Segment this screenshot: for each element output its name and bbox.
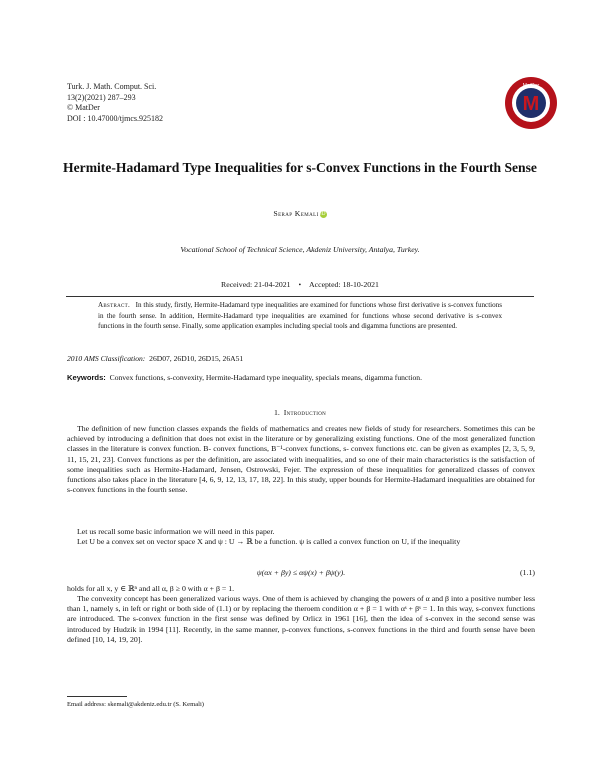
section-title: Introduction [283, 408, 327, 417]
journal-info [67, 82, 163, 124]
abstract-heading: Abstract. [98, 301, 131, 309]
msc-label: 2010 AMS Classification: [67, 354, 146, 363]
paper-title: Hermite-Hadamard Type Inequalities for s-Convex Functions in the Fourth Sense [63, 160, 537, 175]
bullet-separator: • [298, 281, 302, 289]
logo-caption: MatDer [522, 83, 540, 89]
section-number: 1. [273, 408, 280, 417]
intro-paragraph-1: The definition of new function classes expands the fields of mathematics and creates new fields of study for researchers. Sometimes this can be achieved by introducing a definition that does not exist in the literature or by generalizing existing functions. One of the most generalized function classes in the literature is convex function. B- convex functions, B⁻¹-convex functions, s- convex functions etc. can be given as examples [2, 3, 5, 9, 11, 15, 21, 23]. Convex functions as per the definition, are associated with inequalities, and so one of their main characteristics is the satisfaction of some inequalities such as Hermite-Hadamard, Jensen, Ostrowski, Fejer. The expression of these inequalities for generalized classes of convex functions also takes place in the literature [4, 6, 9, 12, 13, 17, 18, 22]. In this study, upper bounds for Hermite-Hadamard inequalities are obtained for s-convex functions in the fourth sense. [67, 424, 535, 495]
logo-letter: M [522, 93, 540, 115]
keywords-text: Convex functions, s-convexity, Hermite-Hadamard type inequality, specials means, digamma function. [109, 373, 423, 382]
journal-copyright: © MatDer [67, 103, 100, 112]
intro-paragraph-2: Let us recall some basic information we will need in this paper. [77, 527, 275, 536]
received-date: Received: 21-04-2021 [221, 280, 291, 289]
journal-doi[interactable]: DOI : 10.47000/tjmcs.925182 [67, 113, 163, 123]
journal-logo [504, 76, 558, 130]
intro-paragraph-3: Let U be a convex set on vector space X and ψ : U → ℝ be a function. ψ is called a convex function on U, if the inequality [77, 537, 461, 546]
journal-volume: 13(2)(2021) 287–293 [67, 92, 136, 102]
ams-classification [67, 354, 535, 363]
abstract [98, 300, 502, 332]
abstract-text: In this study, firstly, Hermite-Hadamard type inequalities are examined for functions whose first derivative is s-convex functions in the fourth sense. In addition, Hermite-Hadamard type inequalities are examined for functions whose second derivative is s-convex functions in the fourth sense. Finally, some application examples including special tools and digamma functions are presented. [98, 301, 502, 330]
equation-1-1 [67, 568, 535, 577]
footnote-divider [67, 696, 127, 697]
header-divider [66, 296, 534, 297]
intro-paragraph-4: holds for all x, y ∈ ℝⁿ and all α, β ≥ 0 with α + β = 1. [67, 584, 235, 593]
keywords [67, 373, 535, 382]
equation-number: (1.1) [520, 568, 535, 577]
intro-paragraph-5: The convexity concept has been generalized various ways. One of them is achieved by changing the powers of α and β into a positive number less than 1, namely s, in left or right or both side of (1.1) or by replacing the theroem condition α + β = 1 with αˢ + βˢ = 1. In this way, s-convex functions are introduced. The s-convex function in the first sense was defined by Orlicz in 1961 [16], then the idea of s-convex in the second sense was introduced by Hudzik in 1994 [11]. Recently, in the same manner, p-convex functions, s-convex functions in the third and fourth sense have been defined [10, 14, 19, 20]. [67, 594, 535, 644]
affiliation: Vocational School of Technical Science, Akdeniz University, Antalya, Turkey. [180, 245, 420, 254]
journal-name: Turk. J. Math. Comput. Sci. [67, 82, 157, 91]
accepted-date: Accepted: 18-10-2021 [309, 280, 379, 289]
orcid-icon[interactable]: iD [320, 211, 326, 217]
author-name: Serap Kemali [273, 209, 319, 218]
keywords-label: Keywords: [67, 373, 106, 382]
author-line [0, 209, 600, 218]
footnote-email: Email address: skemali@akdeniz.edu.tr (S. Kemali) [67, 701, 204, 708]
msc-codes: 26D07, 26D10, 26D15, 26A51 [149, 354, 244, 363]
equation-expression: ψ(αx + βy) ≤ αψ(x) + βψ(y). [256, 568, 346, 577]
section-heading [0, 408, 600, 417]
dates [0, 280, 600, 289]
